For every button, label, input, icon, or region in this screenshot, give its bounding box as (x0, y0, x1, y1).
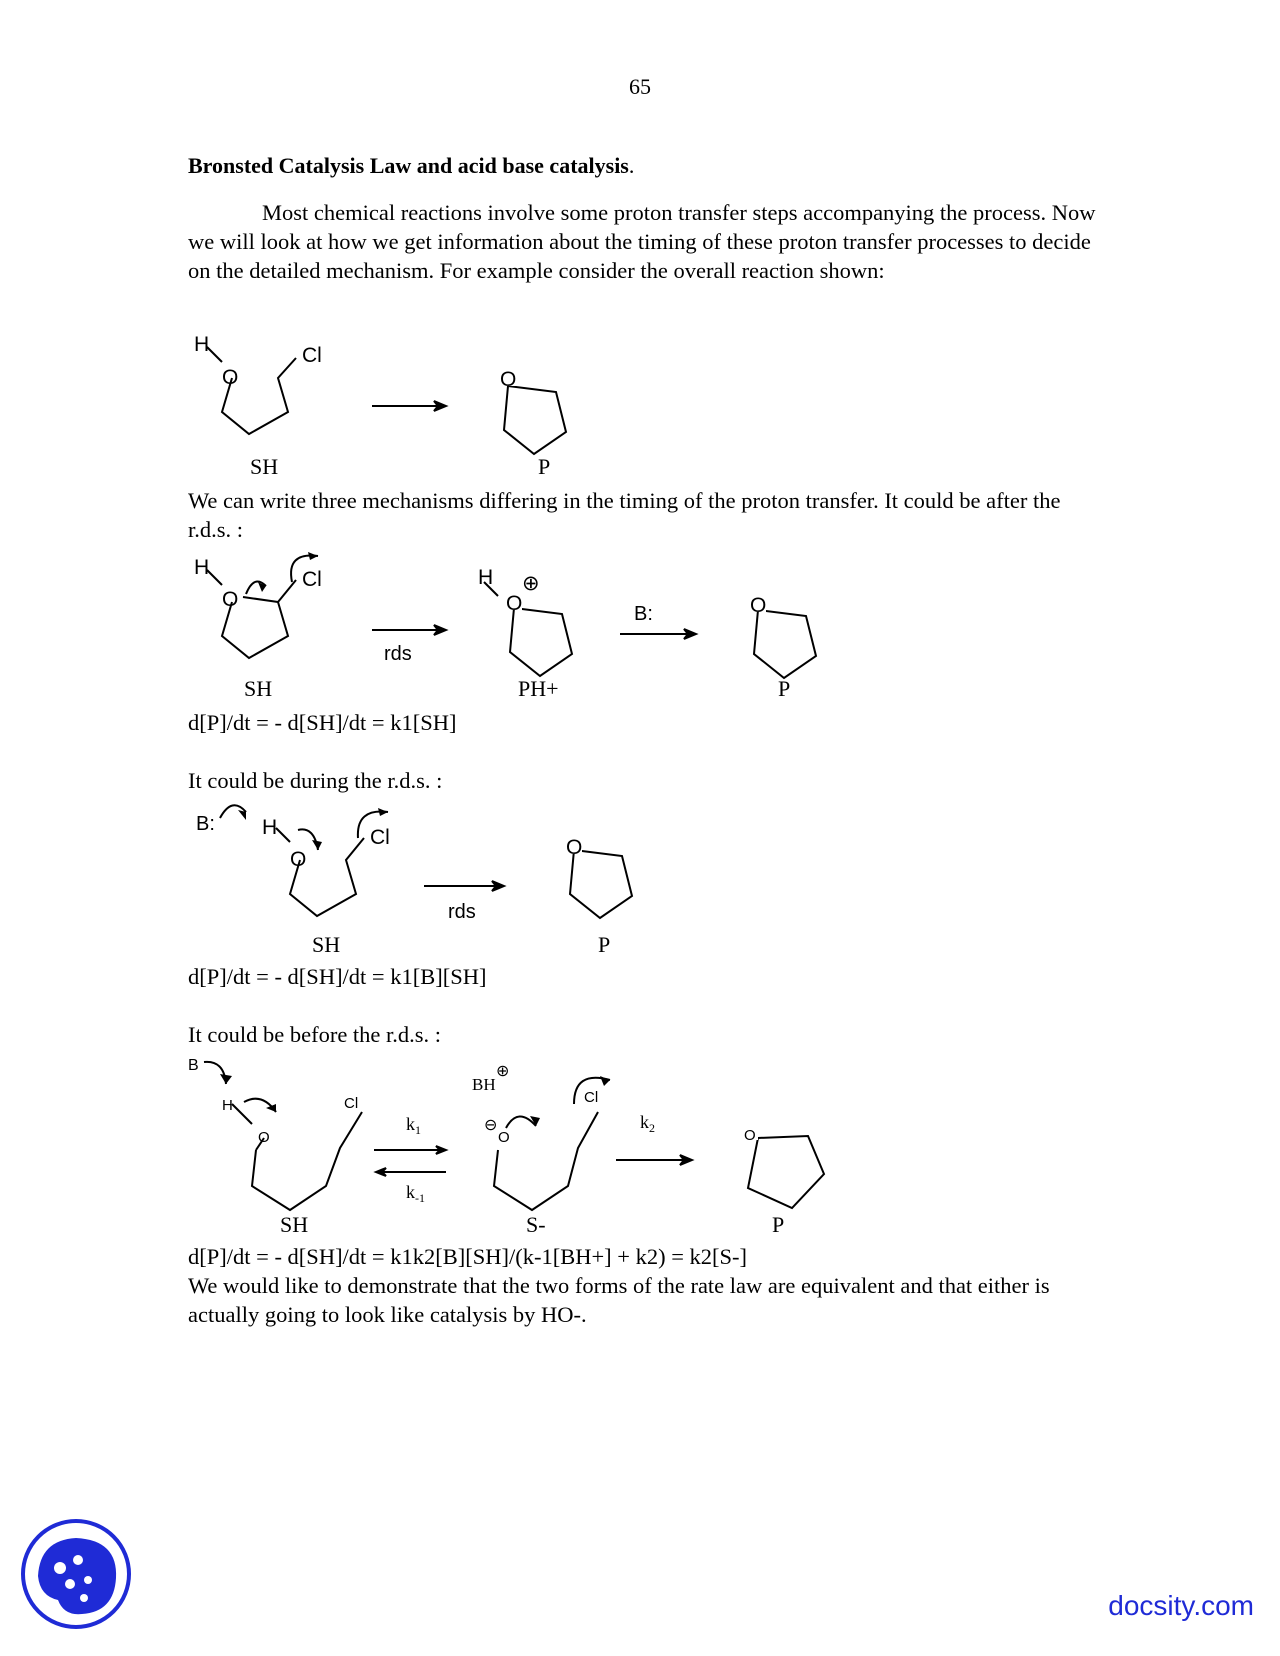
during-cl-atom: Cl (370, 826, 390, 849)
before-k2-label: $k_2$ (640, 1112, 655, 1135)
during-rds-label: rds (448, 901, 476, 923)
after-intermediate-o-atom: O (506, 592, 523, 615)
after-intermediate-label: PH+ (518, 676, 559, 701)
before-product-o-atom: O (744, 1127, 756, 1144)
after-plus-charge: ⊕ (522, 572, 540, 595)
overall-cl-atom: Cl (302, 344, 322, 367)
after-rds-scheme (0, 540, 1280, 700)
after-rds-label: rds (384, 643, 412, 665)
rate-law-during: d[P]/dt = - d[SH]/dt = k1[B][SH] (188, 964, 487, 989)
section-heading (188, 153, 634, 179)
docsity-logo-icon (18, 1516, 134, 1632)
before-acid-label: BH (472, 1075, 496, 1094)
before-cl-atom: Cl (344, 1095, 359, 1112)
before-reactant-label: SH (280, 1212, 309, 1237)
before-intermediate-o-atom: O (498, 1129, 510, 1146)
during-reactant-label: SH (312, 932, 341, 957)
rate-law-before: d[P]/dt = - d[SH]/dt = k1k2[B][SH]/(k-1[BH+] + k2) = k2[S-] (188, 1244, 748, 1269)
after-o-atom: O (222, 588, 239, 611)
heading-text: Bronsted Catalysis Law and acid base catalysis (188, 153, 629, 178)
intro-text: Most chemical reactions involve some proton transfer steps accompanying the process. Now we will look at how we get information about the timing of these proton transfer processes to decide on the detailed mechanism. For example consider the overall reaction shown: (188, 200, 1096, 283)
during-intro: It could be during the r.d.s. : (188, 768, 443, 793)
before-o-atom: O (258, 1129, 270, 1146)
before-intro: It could be before the r.d.s. : (188, 1022, 442, 1047)
during-product-label: P (598, 932, 611, 957)
before-k1-label: $k_1$ (406, 1114, 421, 1137)
page-number: 65 (629, 74, 651, 99)
overall-product-o-atom: O (500, 368, 517, 391)
after-intermediate-h-atom: H (478, 566, 494, 589)
during-base-label: B: (196, 813, 215, 835)
during-product-o-atom: O (566, 836, 583, 859)
during-o-atom: O (290, 848, 307, 871)
before-intermediate-cl-atom: Cl (584, 1089, 599, 1106)
overall-reactant-label: SH (250, 454, 279, 479)
overall-product-label: P (538, 454, 551, 479)
after-h-atom: H (194, 556, 210, 579)
during-rds-scheme (0, 798, 1280, 958)
before-rds-scheme (0, 1050, 1280, 1240)
after-product-o-atom: O (750, 594, 767, 617)
rate-law-after: d[P]/dt = - d[SH]/dt = k1[SH] (188, 710, 457, 735)
during-h-atom: H (262, 816, 278, 839)
three-mechanisms-paragraph: We can write three mechanisms differing in the timing of the proton transfer. It could be after the r.d.s. : (188, 488, 1061, 542)
overall-reaction-scheme (0, 320, 1280, 480)
before-h-atom: H (222, 1097, 233, 1114)
heading-period: . (628, 153, 635, 178)
after-product-label: P (778, 676, 791, 701)
before-k-1-label: $k_{-1}$ (406, 1182, 425, 1205)
after-cl-atom: Cl (302, 568, 322, 591)
after-reactant-label: SH (244, 676, 273, 701)
before-acid-plus-charge: ⊕ (496, 1063, 510, 1080)
before-product-label: P (772, 1212, 785, 1237)
conclusion-paragraph: We would like to demonstrate that the two forms of the rate law are equivalent and that either is actually going to look like catalysis by HO-. (188, 1273, 1050, 1327)
overall-h-atom: H (194, 333, 210, 356)
after-base-label: B: (634, 603, 653, 625)
before-intermediate-label: S- (526, 1212, 546, 1237)
docsity-watermark-link[interactable]: docsity.com (1108, 1590, 1254, 1621)
intro-paragraph (188, 198, 1098, 285)
before-base-label: B (188, 1057, 199, 1074)
before-minus-charge: ⊖ (484, 1117, 498, 1134)
overall-o-atom: O (222, 366, 239, 389)
